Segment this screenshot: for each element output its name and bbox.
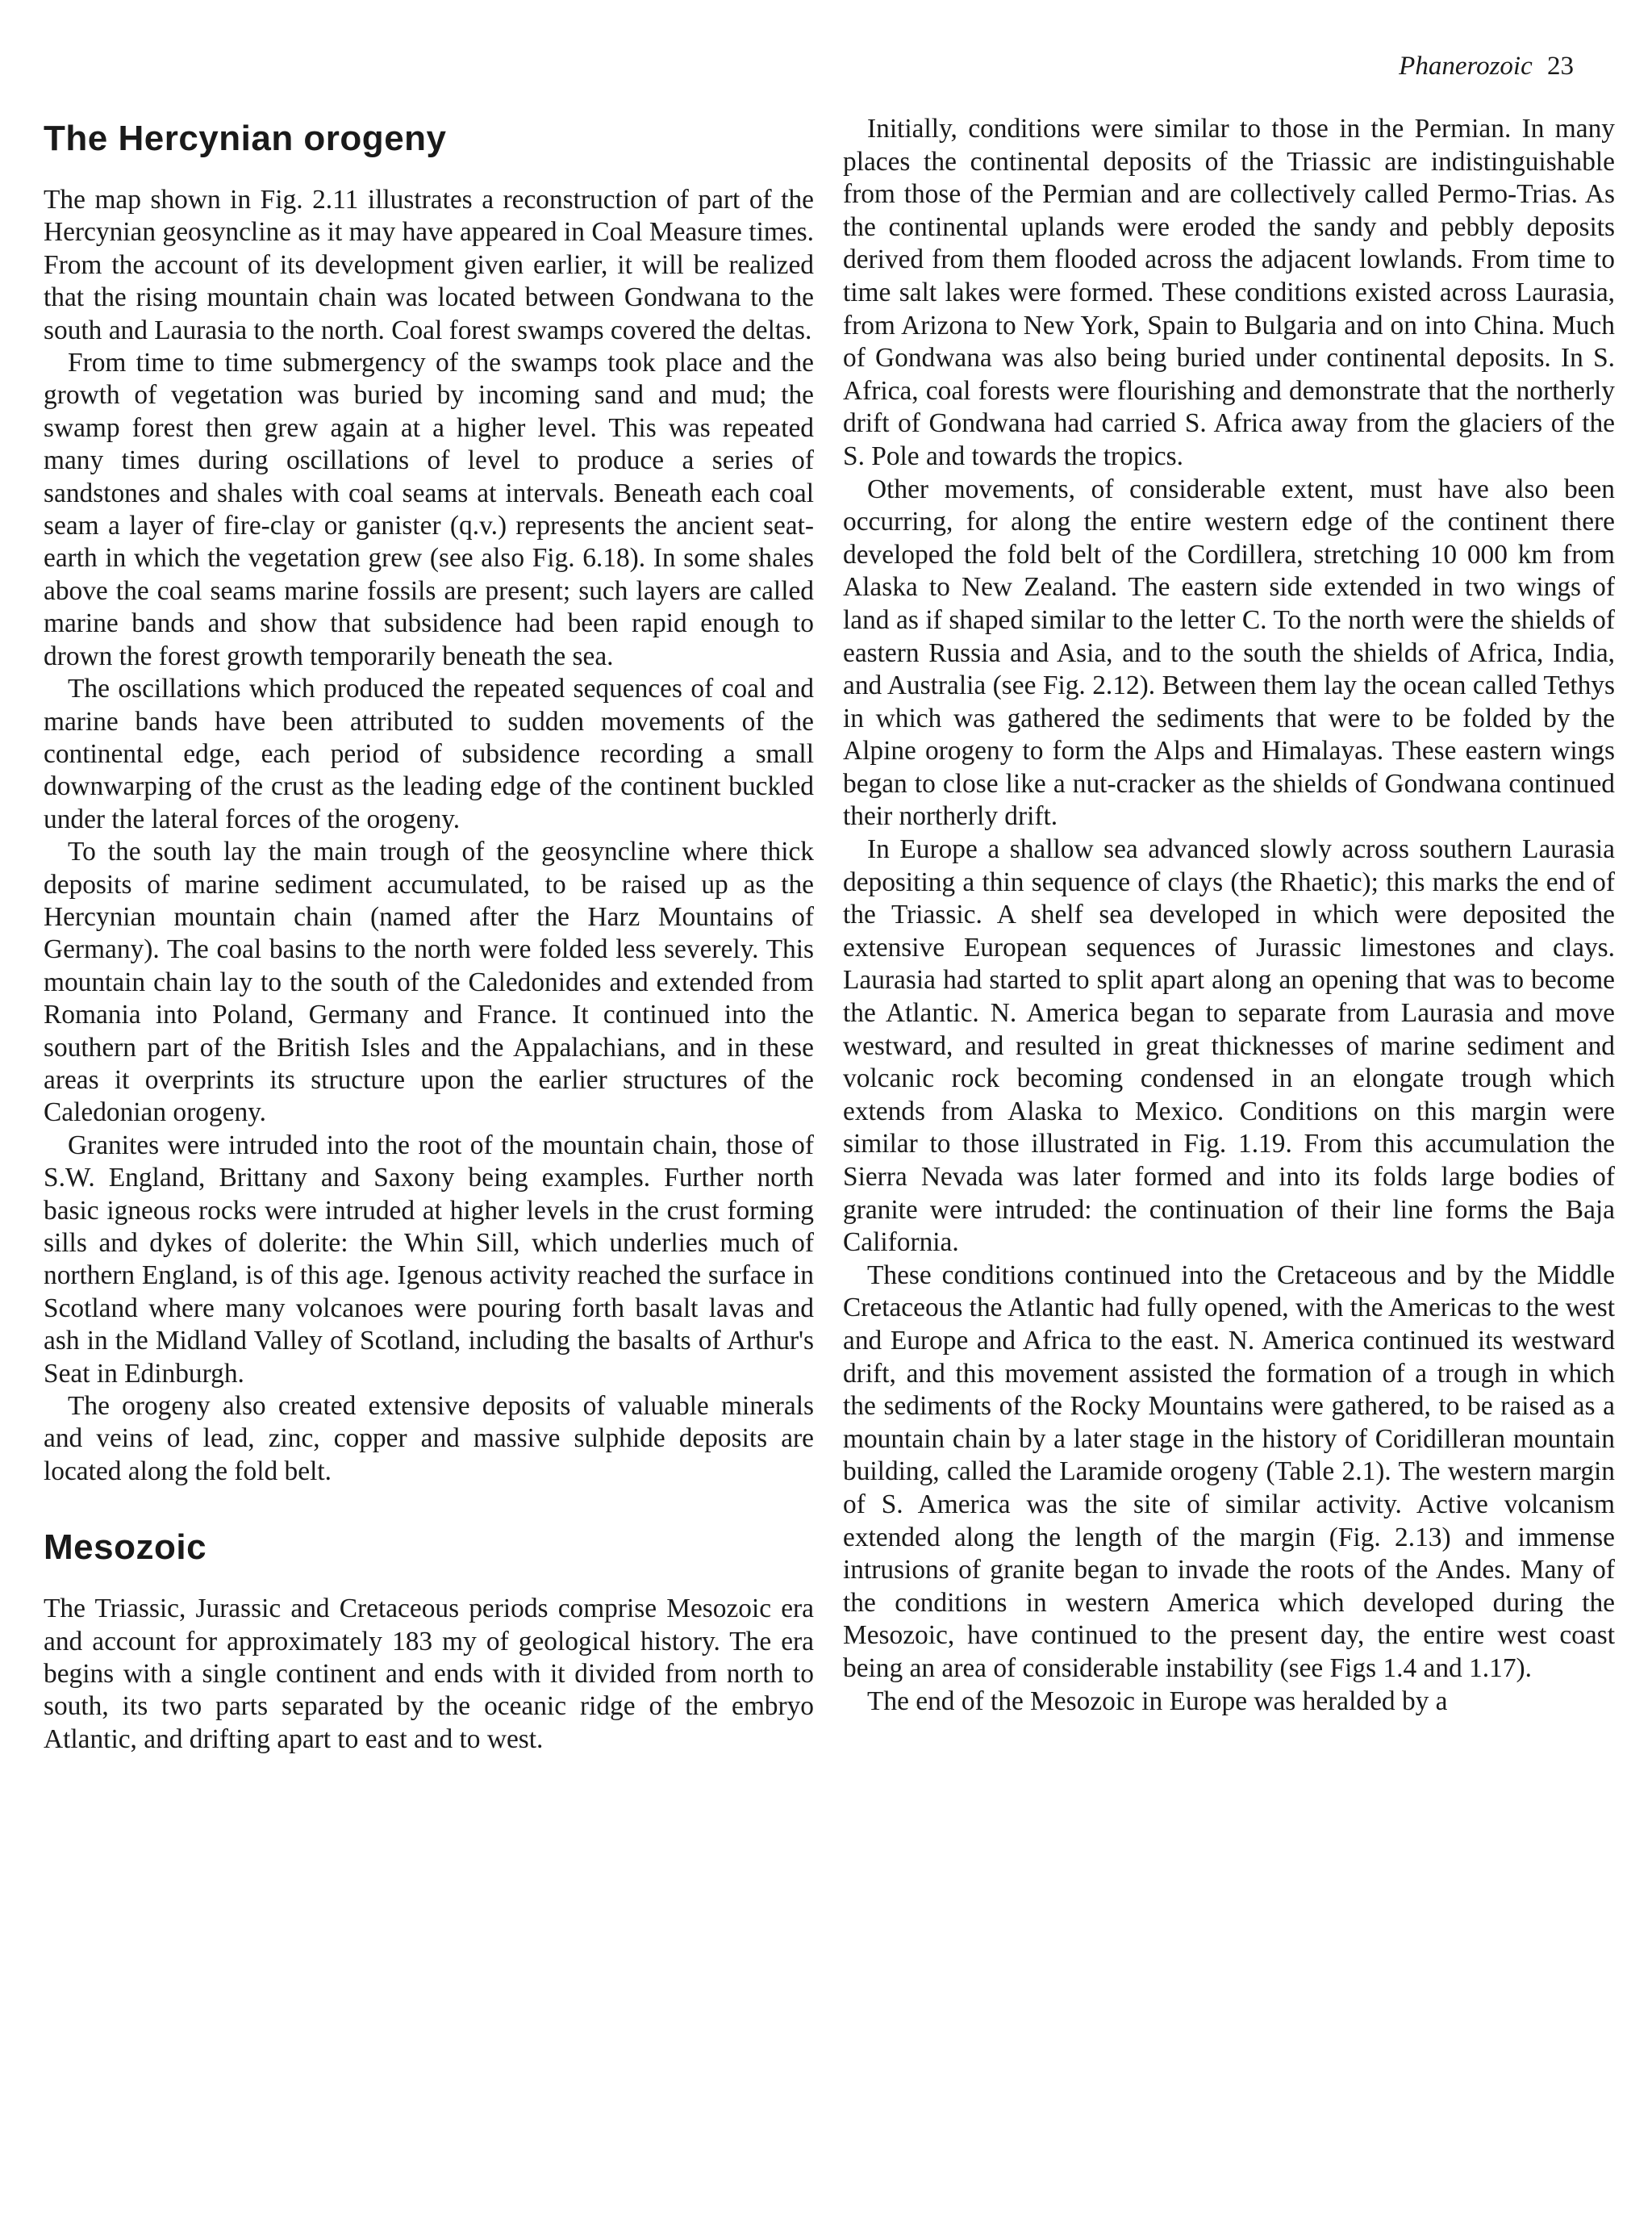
paragraph: The Triassic, Jurassic and Cretaceous periods comprise Mesozoic era and account for approximately 183 my of geological history. The era begins with a single continent and ends with it divided from north to south, its two parts separated by the oceanic ridge of the embryo Atlantic, and drifting apart to east and to west.: [44, 1594, 814, 1754]
running-head-title: Phanerozoic: [1399, 52, 1533, 81]
paragraph: Granites were intruded into the root of the mountain chain, those of S.W. England, Brittany and Saxony being examples. Further north basic igneous rocks were intruded at higher levels in the crust forming sills and dykes of dolerite: the Whin Sill, which underlies much of northern England, is of this age. Igenous activity reached the surface in Scotland where many volcanoes were pouring forth basalt lavas and ash in the Midland Valley of Scotland, including the basalts of Arthur's Seat in Edinburgh.: [44, 1130, 814, 1389]
paragraph: The end of the Mesozoic in Europe was heralded by a: [867, 1686, 1448, 1716]
paragraph: Other movements, of considerable extent, must have also been occurring, for along the entire western edge of the continent there developed the fold belt of the Cordillera, stretching 10 000 km from Alaska to New Zealand. The eastern side extended in two wings of land as if shaped similar to the letter C. To the north were the shields of eastern Russia and Asia, and to the south the shields of Africa, India, and Australia (see Fig. 2.12). Between them lay the ocean called Tethys in which was gathered the sediments that were to be folded by the Alpine orogeny to form the Alps and Himalayas. These eastern wings began to close like a nut-cracker as the shields of Gondwana continued their northerly drift.: [843, 474, 1615, 832]
section-heading-hercynian: The Hercynian orogeny: [44, 119, 447, 158]
paragraph: In Europe a shallow sea advanced slowly across southern Laurasia depositing a thin sequence of clays (the Rhaetic); this marks the end of the Triassic. A shelf sea developed in which were deposited the extensive European sequences of Jurassic limestones and clays. Laurasia had started to split apart along an opening that was to become the Atlantic. N. America began to separate from Laurasia and move westward, and resulted in great thicknesses of marine sediment and volcanic rock becoming condensed in an elongate trough which extends from Alaska to Mexico. Conditions on this margin were similar to those illustrated in Fig. 1.19. From this accumulation the Sierra Nevada was later formed and into its folds large bodies of granite were intruded: the continuation of their line forms the Baja California.: [843, 834, 1615, 1258]
page-number: 23: [1547, 52, 1574, 81]
paragraph: Initially, conditions were similar to those in the Permian. In many places the continental deposits of the Triassic are indistinguishable from those of the Permian and are collectively called Permo-Trias. As the continental uplands were eroded the sandy and pebbly deposits derived from them flooded across the adjacent lowlands. From time to time salt lakes were formed. These conditions existed across Laurasia, from Arizona to New York, Spain to Bulgaria and on into China. Much of Gondwana was also being buried under continental deposits. In S. Africa, coal forests were flourishing and demonstrate that the northerly drift of Gondwana had carried S. Africa away from the glaciers of the S. Pole and towards the tropics.: [843, 114, 1615, 471]
paragraph: These conditions continued into the Cretaceous and by the Middle Cretaceous the Atlantic had fully opened, with the Americas to the west and Europe and Africa to the east. N. America continued its westward drift, and this movement assisted the formation of a trough in which the sediments of the Rocky Mountains were gathered, to be raised as a mountain chain by a later stage in the history of Coridilleran mountain building, called the Laramide orogeny (Table 2.1). The western margin of S. America was the site of similar activity. Active volcanism extended along the length of the margin (Fig. 2.13) and immense intrusions of granite began to invade the roots of the Andes. Many of the conditions in western America which developed during the Mesozoic, have continued to the present day, the entire west coast being an area of considerable instability (see Figs 1.4 and 1.17).: [843, 1260, 1615, 1683]
paragraph: The map shown in Fig. 2.11 illustrates a reconstruction of part of the Hercynian geosyncline as it may have appeared in Coal Measure times. From the account of its development given earlier, it will be realized that the rising mountain chain was located between Gondwana to the south and Laurasia to the north. Coal forest swamps covered the deltas.: [44, 185, 814, 345]
paragraph: The oscillations which produced the repeated sequences of coal and marine bands have been attributed to sudden movements of the continental edge, each period of subsidence recording a small downwarping of the crust as the leading edge of the continent buckled under the lateral forces of the orogeny.: [44, 674, 814, 834]
running-head: [1399, 50, 1574, 82]
paragraph: From time to time submergency of the swamps took place and the growth of vegetation was buried by incoming sand and mud; the swamp forest then grew again at a higher level. This was repeated many times during oscillations of level to produce a series of sandstones and shales with coal seams at intervals. Beneath each coal seam a layer of fire-clay or ganister (q.v.) represents the ancient seat-earth in which the vegetation grew (see also Fig. 6.18). In some shales above the coal seams marine fossils are present; such layers are called marine bands and show that subsidence had been rapid enough to drown the forest growth temporarily beneath the sea.: [44, 348, 814, 671]
section-heading-mesozoic: Mesozoic: [44, 1527, 207, 1568]
right-column: [843, 113, 1615, 1718]
left-column: [44, 118, 814, 1756]
paragraph: The orogeny also created extensive deposits of valuable minerals and veins of lead, zinc, copper and massive sulphide deposits are located along the fold belt.: [44, 1391, 814, 1486]
paragraph: To the south lay the main trough of the geosyncline where thick deposits of marine sediment accumulated, to be raised up as the Hercynian mountain chain (named after the Harz Mountains of Germany). The coal basins to the north were folded less severely. This mountain chain lay to the south of the Caledonides and extended from Romania into Poland, Germany and France. It continued into the southern part of the British Isles and the Appalachians, and in these areas it overprints its structure upon the earlier structures of the Caledonian orogeny.: [44, 837, 814, 1128]
